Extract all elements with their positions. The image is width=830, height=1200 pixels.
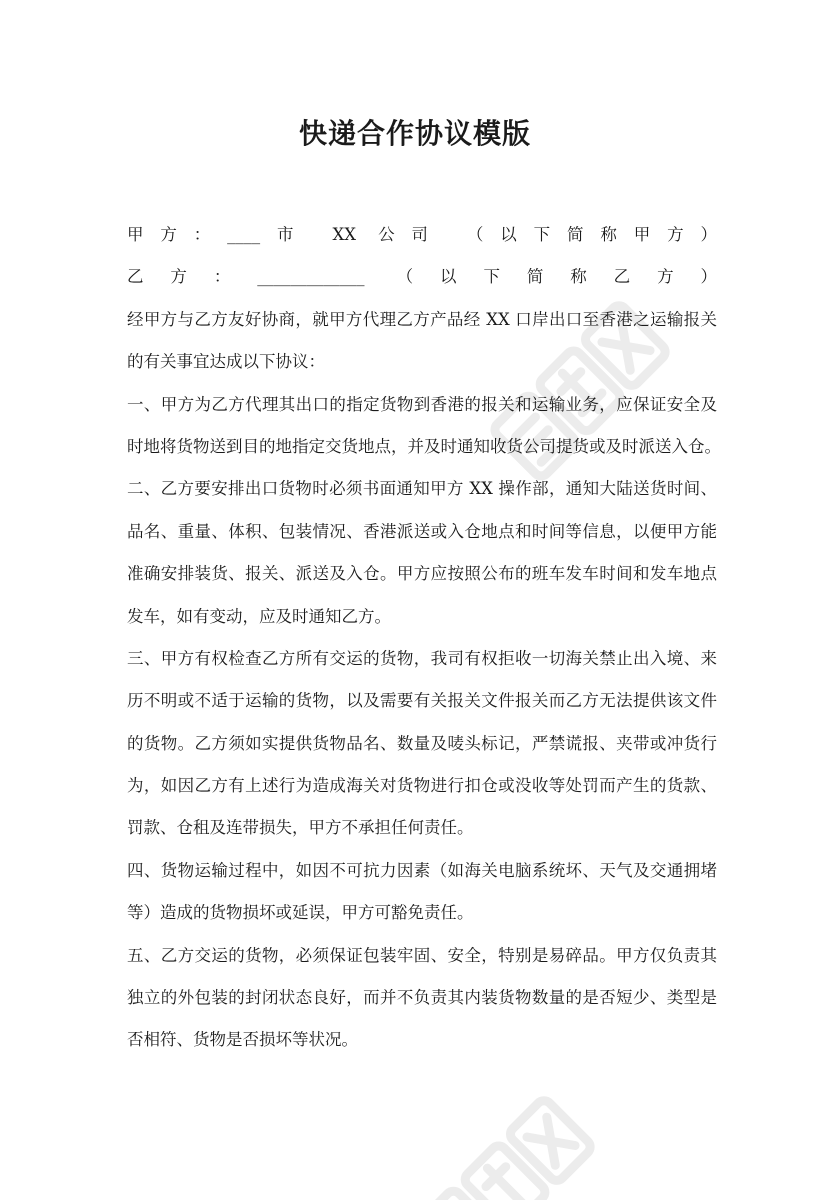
party-a-line: 甲方：____市 XX 公司 （以下简称甲方） [127, 225, 717, 244]
preamble-line: 经甲方与乙方友好协商，就甲方代理乙方产品经 XX 口岸出口至香港之运输报关 [127, 309, 717, 329]
preamble-line: 的有关事宜达成以下协议： [127, 352, 325, 372]
clause-3-line: 三、甲方有权检查乙方所有交运的货物，我司有权拒收一切海关禁止出入境、来 [127, 648, 717, 668]
clause-2-line: 二、乙方要安排出口货物时必须书面通知甲方 XX 操作部，通知大陆送货时间、 [127, 479, 717, 499]
clause-2-line: 发车，如有变动，应及时通知乙方。 [127, 606, 391, 626]
clause-1-line: 一、甲方为乙方代理其出口的指定货物到香港的报关和运输业务，应保证安全及 [127, 394, 717, 414]
clause-2-line: 品名、重量、体积、包装情况、香港派送或入仓地点和时间等信息，以便甲方能 [127, 521, 717, 541]
clause-2-line: 准确安排装货、报关、派送及入仓。甲方应按照公布的班车发车时间和发车地点 [127, 564, 717, 584]
party-b-line: 乙方：_____________ （以下简称乙方） [127, 267, 717, 287]
clause-3-line: 为，如因乙方有上述行为造成海关对货物进行扣仓或没收等处罚而产生的货款、 [127, 776, 717, 796]
page-title: 快递合作协议模版 [298, 117, 531, 150]
clause-4-line: 四、货物运输过程中，如因不可抗力因素（如海关电脑系统坏、天气及交通拥堵 [127, 860, 717, 880]
clause-5-line: 独立的外包装的封闭状态良好，而并不负责其内装货物数量的是否短少、类型是 [127, 988, 717, 1008]
document-body [127, 214, 721, 1062]
clause-3-line: 历不明或不适于运输的货物，以及需要有关报关文件报关而乙方无法提供该文件 [127, 691, 717, 711]
watermark-logo-icon-bottom [395, 1080, 625, 1200]
clause-1-line: 时地将货物送到目的地指定交货地点，并及时通知收货公司提货或及时派送入仓。 [127, 436, 721, 456]
clause-5-line: 五、乙方交运的货物，必须保证包装牢固、安全，特别是易碎品。甲方仅负责其 [127, 945, 717, 965]
clause-3-line: 的货物。乙方须如实提供货物品名、数量及唛头标记，严禁谎报、夹带或冲货行 [127, 733, 717, 753]
clause-3-line: 罚款、仓租及连带损失，甲方不承担任何责任。 [127, 818, 474, 838]
clause-4-line: 等）造成的货物损坏或延误，甲方可豁免责任。 [127, 903, 474, 923]
clause-5-line: 否相符、货物是否损坏等状况。 [127, 1030, 358, 1050]
